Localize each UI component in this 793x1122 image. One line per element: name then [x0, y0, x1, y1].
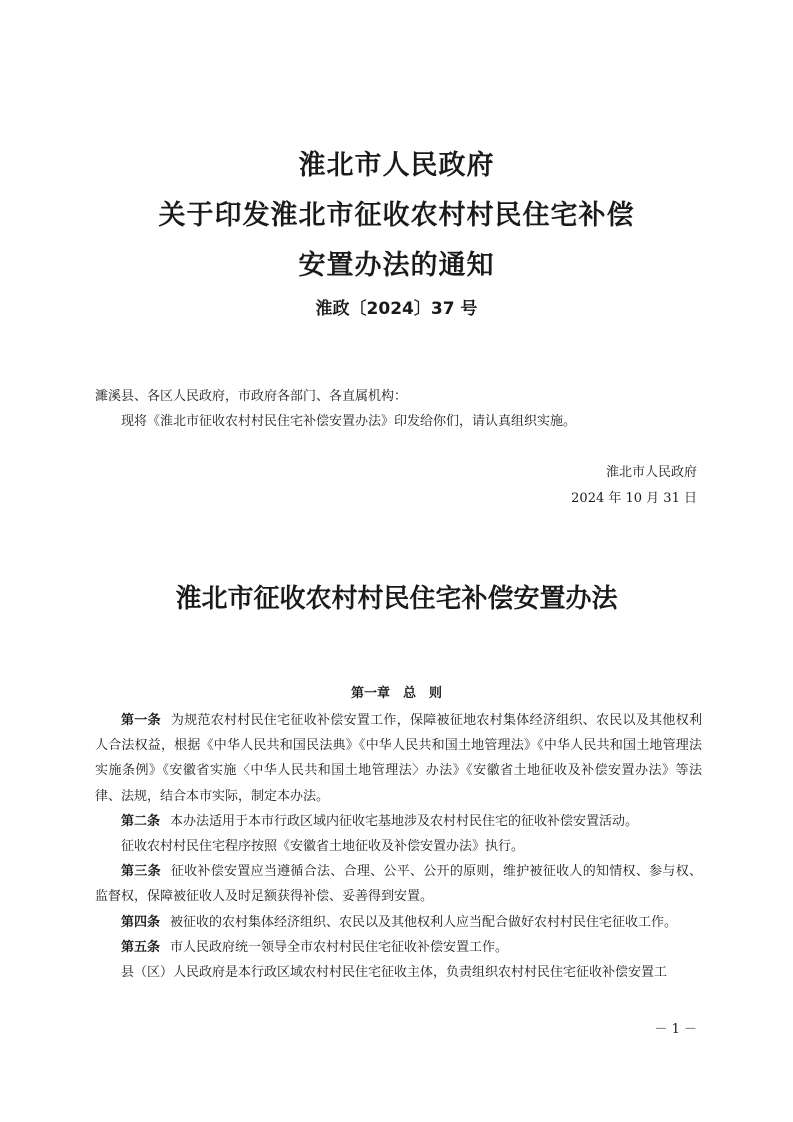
- addressee: 濉溪县、各区人民政府，市政府各部门、各直属机构：: [95, 389, 408, 404]
- article-text: 县（区）人民政府是本行政区域农村村民住宅征收主体，负责组织农村村民住宅征收补偿安置工: [121, 965, 668, 981]
- article-label: 第一条: [121, 713, 161, 728]
- article-text: 市人民政府统一领导全市农村村民住宅征收补偿安置工作。: [170, 939, 509, 955]
- document-number: 淮政〔2024〕37 号: [315, 299, 478, 319]
- notice-title-line-3: 安置办法的通知: [298, 250, 495, 281]
- article-1: [95, 708, 702, 809]
- article-label: 第三条: [121, 864, 161, 880]
- article-text: 征收补偿安置应当遵循合法、合理、公平、公开的原则，维护被征收人的知情权、参与权、监督权，保障被征收人及时足额获得补偿、妥善得到安置。: [95, 864, 702, 905]
- issue-date: 2024 年 10 月 31 日: [571, 491, 697, 506]
- signer: 淮北市人民政府: [605, 465, 697, 480]
- issuer-title: 淮北市人民政府: [298, 150, 495, 181]
- article-2-paragraph: [95, 834, 702, 859]
- article-label: 第四条: [121, 914, 161, 930]
- article-label: 第二条: [121, 813, 161, 829]
- article-2: [95, 809, 702, 834]
- article-5: [95, 935, 702, 960]
- articles: [95, 708, 702, 985]
- article-4: [95, 910, 702, 935]
- article-text: 征收农村村民住宅程序按照《安徽省土地征收及补偿安置办法》执行。: [121, 839, 525, 855]
- article-5-paragraph: [95, 960, 702, 985]
- article-text: 为规范农村村民住宅征收补偿安置工作，保障被征地农村集体经济组织、农民以及其他权利人合法权益，根据《中华人民共和国民法典》《中华人民共和国土地管理法》《中华人民共和国土地管理法实施条例》《安徽省实施〈中华人民共和国土地管理法〉办法》《安徽省土地征收及补偿安置办法》等法律、法规，结合本市实际，制定本办法。: [95, 713, 702, 804]
- article-3: [95, 859, 702, 909]
- notice-body: 现将《淮北市征收农村村民住宅补偿安置办法》印发给你们，请认真组织实施。: [121, 414, 577, 429]
- measures-title: 淮北市征收农村村民住宅补偿安置办法: [175, 584, 618, 614]
- chapter-heading: 第一章 总 则: [350, 686, 442, 701]
- page-number: － 1 －: [654, 1022, 697, 1037]
- article-text: 被征收的农村集体经济组织、农民以及其他权利人应当配合做好农村村民住宅征收工作。: [170, 914, 678, 930]
- notice-title-line-2: 关于印发淮北市征收农村村民住宅补偿: [158, 200, 635, 231]
- article-label: 第五条: [121, 939, 161, 955]
- article-text: 本办法适用于本市行政区域内征收宅基地涉及农村村民住宅的征收补偿安置活动。: [170, 813, 639, 829]
